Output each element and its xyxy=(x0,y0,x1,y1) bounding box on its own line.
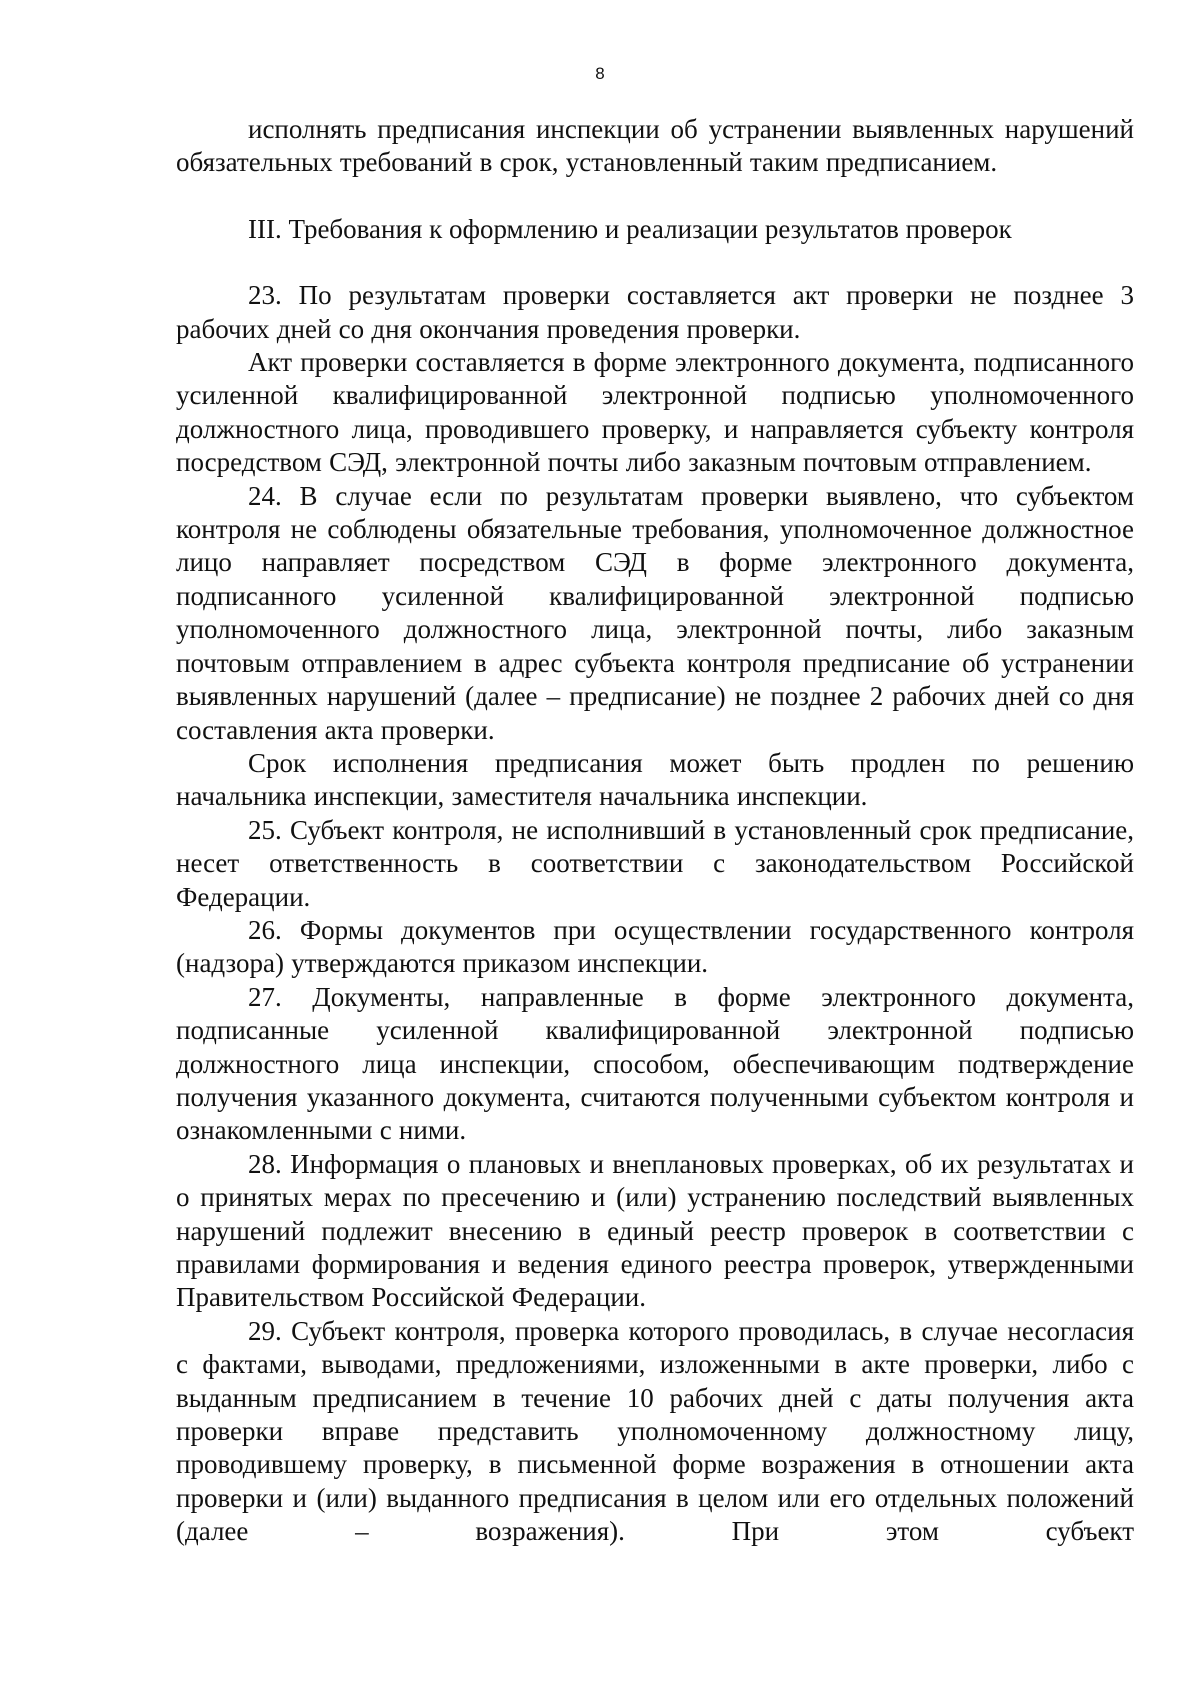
paragraph-24-term: Срок исполнения предписания может быть продлен по решению начальника инспекции, заместителя начальника инспекции. xyxy=(176,747,1134,812)
page-number: 8 xyxy=(595,64,605,83)
section-heading: III. Требования к оформлению и реализации результатов проверок xyxy=(248,213,1012,244)
paragraph-27: 27. Документы, направленные в форме электронного документа, подписанные усиленной квалифицированной электронной подписью должностного лица инспекции, способом, обеспечивающим подтверждение получения указанного документа, считаются полученными субъектом контроля и ознакомленными с ними. xyxy=(176,981,1134,1146)
paragraph-29: 29. Субъект контроля, проверка которого проводилась, в случае несогласия с фактами, выводами, предложениями, изложенными в акте проверки, либо с выданным предписанием в течение 10 рабочих дней с даты получения акта проверки вправе представить уполномоченному должностному лицу, проводившему проверку, в письменной форме возражения в отношении акта проверки и (или) выданного предписания в целом или его отдельных положений (далее – возражения). При этом субъект xyxy=(176,1315,1134,1547)
paragraph-28: 28. Информация о плановых и внеплановых проверках, об их результатах и о принятых мерах по пресечению и (или) устранению последствий выявленных нарушений подлежит внесению в единый реестр проверок в соответствии с правилами формирования и ведения единого реестра проверок, утвержденными Правительством Российской Федерации. xyxy=(176,1148,1134,1313)
paragraph-23-act: Акт проверки составляется в форме электронного документа, подписанного усиленной квалифицированной электронной подписью уполномоченного должностного лица, проводившего проверку, и направляется субъекту контроля посредством СЭД, электронной почты либо заказным почтовым отправлением. xyxy=(176,347,1134,478)
paragraph-25: 25. Субъект контроля, не исполнивший в установленный срок предписание, несет ответственность в соответствии с законодательством Российской Федерации. xyxy=(176,814,1134,912)
paragraph-23: 23. По результатам проверки составляется акт проверки не позднее 3 рабочих дней со дня окончания проведения проверки. xyxy=(176,280,1134,344)
document-body xyxy=(176,113,1134,1549)
paragraph-24: 24. В случае если по результатам проверки выявлено, что субъектом контроля не соблюдены обязательные требования, уполномоченное должностное лицо направляет посредством СЭД в форме электронного документа, подписанного усиленной квалифицированной электронной подписью уполномоченного должностного лица, электронной почты, либо заказным почтовым отправлением в адрес субъекта контроля предписание об устранении выявленных нарушений (далее – предписание) не позднее 2 рабочих дней со дня составления акта проверки. xyxy=(176,480,1134,745)
paragraph-continuation: исполнять предписания инспекции об устранении выявленных нарушений обязательных требований в срок, установленный таким предписанием. xyxy=(176,114,1134,178)
paragraph-26: 26. Формы документов при осуществлении государственного контроля (надзора) утверждаются приказом инспекции. xyxy=(176,914,1134,979)
